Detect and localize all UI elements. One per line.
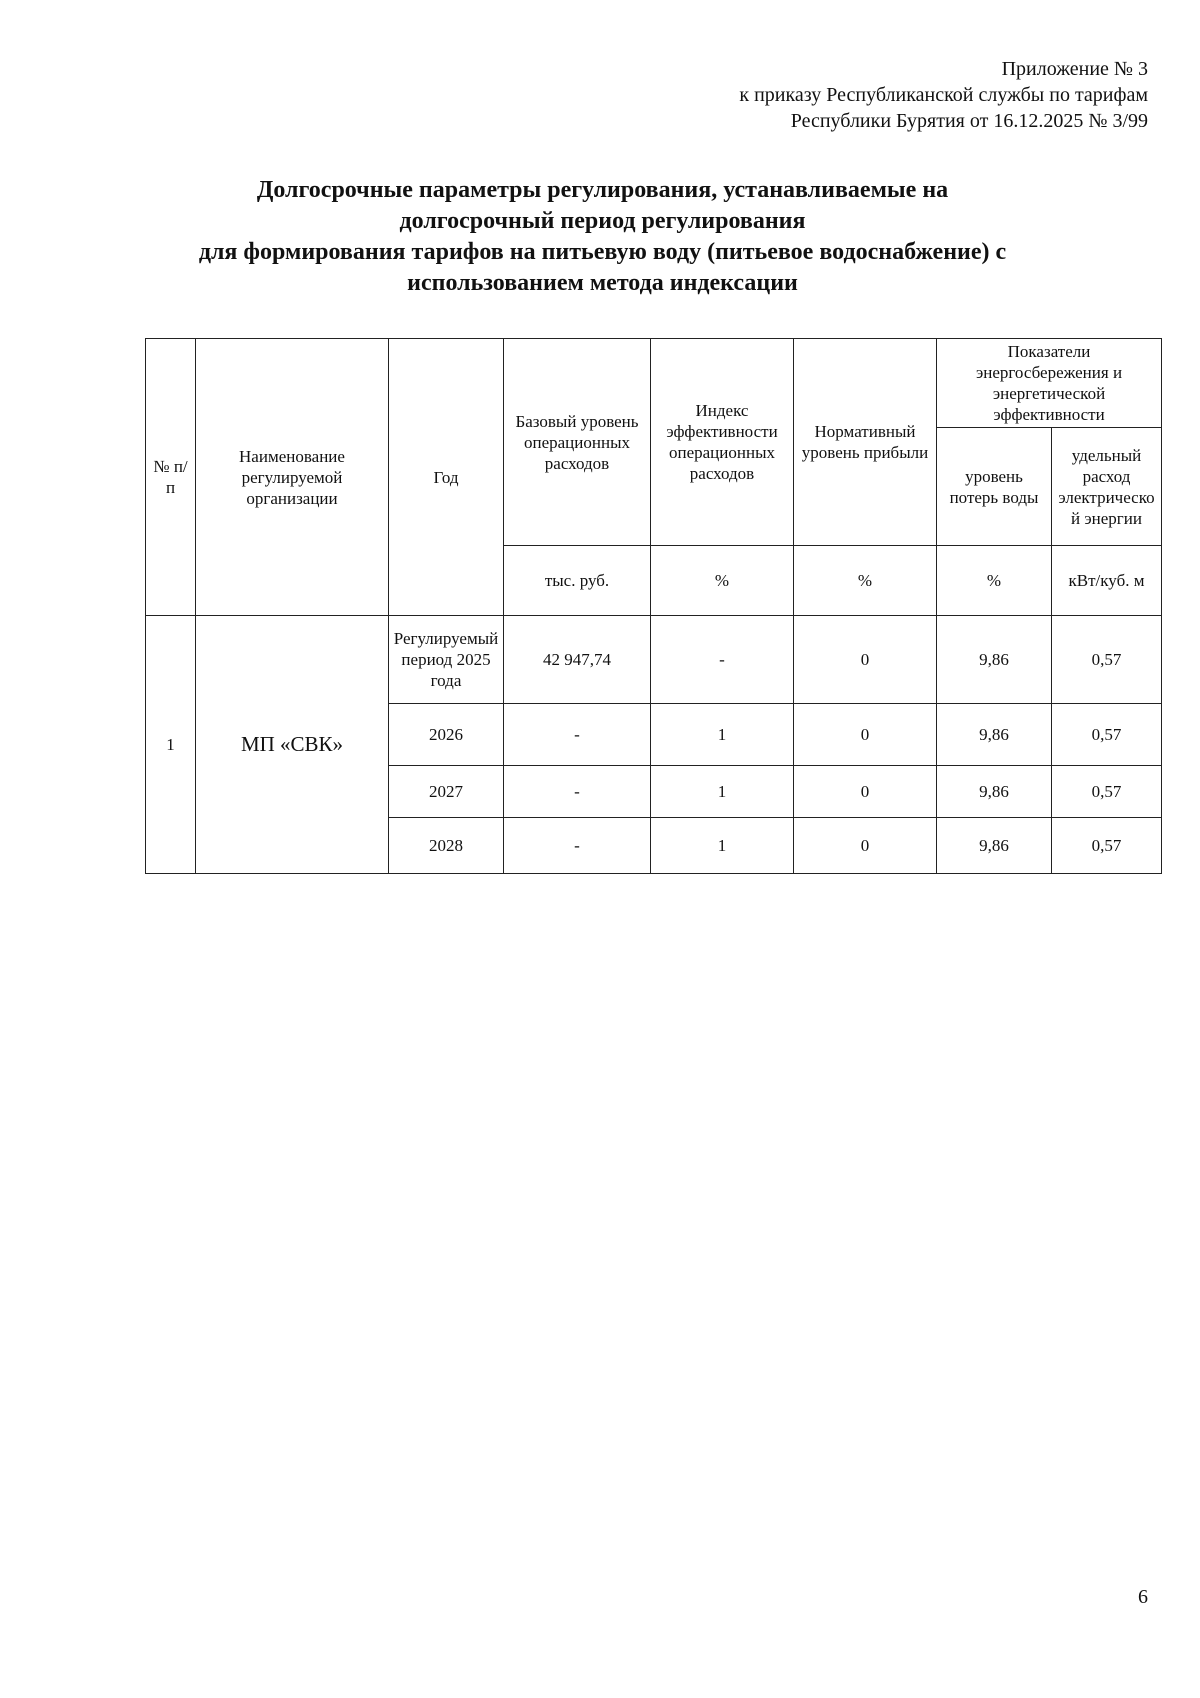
org-name: МП «СВК»: [196, 616, 389, 874]
appendix-header: [528, 56, 1148, 134]
title-line-2: долгосрочный период регулирования: [399, 208, 806, 234]
cell-index: -: [651, 616, 794, 704]
page-number: 6: [1138, 1586, 1148, 1608]
cell-base: -: [504, 818, 651, 874]
cell-profit: 0: [794, 704, 937, 766]
appendix-line-2: к приказу Республиканской службы по тарифам: [739, 84, 1148, 106]
document-title: [140, 175, 1065, 299]
title-line-4: использованием метода индексации: [407, 270, 798, 296]
unit-index: %: [651, 546, 794, 616]
parameters-table: [145, 338, 1162, 874]
cell-year: Регулируемый период 2025 года: [389, 616, 504, 704]
cell-profit: 0: [794, 766, 937, 818]
cell-year: 2026: [389, 704, 504, 766]
title-line-3: для формирования тарифов на питьевую воду (питьевое водоснабжение) с: [198, 239, 1007, 265]
header-electricity: удельный расход электрической энергии: [1052, 428, 1162, 546]
table-row: [146, 616, 1162, 704]
unit-profit: %: [794, 546, 937, 616]
cell-year: 2028: [389, 818, 504, 874]
header-profit-level: Нормативный уровень прибыли: [794, 339, 937, 546]
cell-base: 42 947,74: [504, 616, 651, 704]
cell-index: 1: [651, 818, 794, 874]
cell-base: -: [504, 704, 651, 766]
cell-losses: 9,86: [937, 704, 1052, 766]
header-energy-group: Показатели энергосбережения и энергетической эффективности: [937, 339, 1162, 428]
org-number: 1: [146, 616, 196, 874]
appendix-line-1: Приложение № 3: [1001, 58, 1148, 80]
cell-year: 2027: [389, 766, 504, 818]
cell-electricity: 0,57: [1052, 818, 1162, 874]
header-water-losses: уровень потерь воды: [937, 428, 1052, 546]
appendix-line-3: Республики Бурятия от 16.12.2025 № 3/99: [790, 110, 1148, 132]
unit-base: тыс. руб.: [504, 546, 651, 616]
cell-profit: 0: [794, 818, 937, 874]
cell-electricity: 0,57: [1052, 704, 1162, 766]
cell-base: -: [504, 766, 651, 818]
cell-losses: 9,86: [937, 766, 1052, 818]
cell-electricity: 0,57: [1052, 616, 1162, 704]
header-year: Год: [389, 339, 504, 616]
cell-profit: 0: [794, 616, 937, 704]
header-row-1: [146, 339, 1162, 428]
cell-losses: 9,86: [937, 616, 1052, 704]
header-org: Наименование регулируемой организации: [196, 339, 389, 616]
cell-losses: 9,86: [937, 818, 1052, 874]
header-base-opex: Базовый уровень операционных расходов: [504, 339, 651, 546]
cell-index: 1: [651, 704, 794, 766]
cell-electricity: 0,57: [1052, 766, 1162, 818]
unit-losses: %: [937, 546, 1052, 616]
header-efficiency-index: Индекс эффективности операционных расходов: [651, 339, 794, 546]
unit-electricity: кВт/куб. м: [1052, 546, 1162, 616]
header-num: № п/п: [146, 339, 196, 616]
title-line-1: Долгосрочные параметры регулирования, устанавливаемые на: [256, 177, 949, 203]
cell-index: 1: [651, 766, 794, 818]
